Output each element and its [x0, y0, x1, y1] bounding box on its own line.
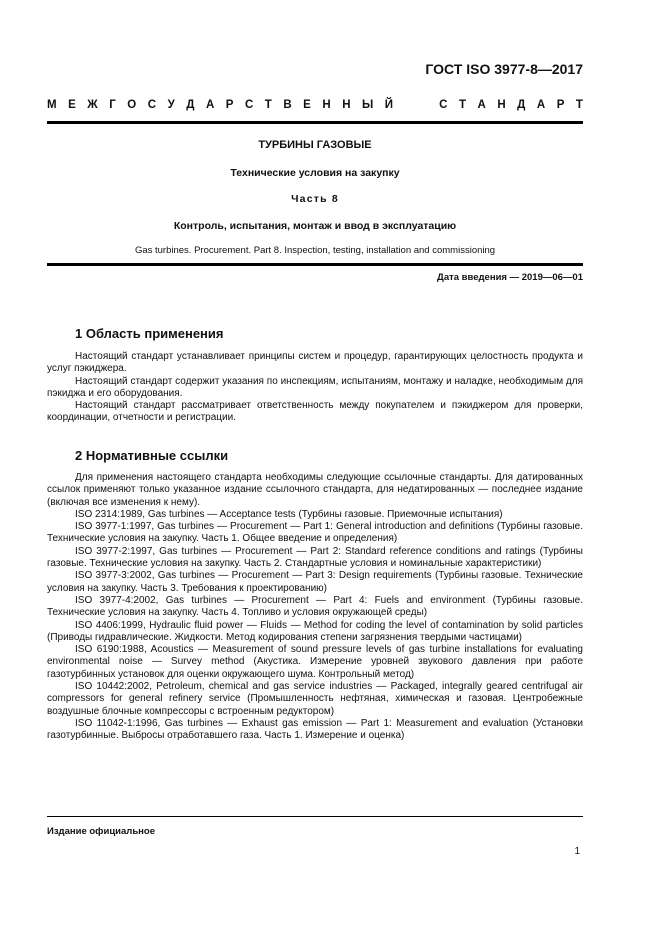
banner-letter: А	[477, 99, 486, 111]
reference-item: ISO 4406:1999, Hydraulic fluid power — Fluids — Method for coding the level of contamination by solid particles (Приводы гидравлические. Жидкости. Метод кодирования степени загрязнения твердыми частицами)	[47, 619, 583, 643]
official-edition-label: Издание официальное	[47, 826, 155, 837]
banner-letter: Е	[303, 99, 311, 111]
document-subtitle: Технические условия на закупку	[230, 167, 400, 179]
banner-letter: Т	[458, 99, 466, 111]
banner-letter: Е	[68, 99, 76, 111]
banner-letter: Т	[264, 99, 272, 111]
section-1-paragraph: Настоящий стандарт рассматривает ответственность между покупателем и пэкиджером для проверки, координации, отчетности и регистрации.	[47, 400, 583, 424]
section-1-paragraph: Настоящий стандарт содержит указания по инспекциям, испытаниям, монтажу и наладке, необходимым для пэкиджа и его оборудования.	[47, 375, 583, 399]
reference-item: ISO 3977-2:1997, Gas turbines — Procurement — Part 2: Standard reference conditions and ratings (Турбины газовые. Технические условия на закупку. Часть 2. Стандартные условия и номинальные характеристики)	[47, 545, 583, 570]
section-1-body	[47, 351, 583, 425]
reference-item: ISO 6190:1988, Acoustics — Measurement of sound pressure levels of gas turbine installations for evaluating environmental noise — Survey method (Акустика. Измерение уровней звукового давления при работе газотурбинных установок для оценки окружающего шума. Контрольный метод)	[47, 644, 583, 680]
banner-letter: А	[536, 99, 546, 111]
section-2-body	[47, 472, 583, 743]
banner-letter: Д	[517, 99, 526, 111]
banner-letter: Н	[497, 99, 506, 111]
banner-letter: В	[283, 99, 292, 111]
banner-letter: А	[205, 99, 215, 111]
banner-letter: Г	[109, 99, 116, 111]
section-1-paragraph: Настоящий стандарт устанавливает принципы систем и процедур, гарантирующих целостность продукта и услуг пэкиджера.	[47, 351, 583, 375]
banner-letter: Д	[186, 99, 195, 111]
section-2-paragraph: Для применения настоящего стандарта необходимы следующие ссылочные стандарты. Для датированных ссылок применяют только указанное издание ссылочного стандарта, для недатированных — последнее издание (включая все изменения к нему).	[47, 472, 583, 508]
banner-letter: У	[167, 99, 175, 111]
banner-letter: С	[147, 99, 157, 111]
banner-letter: Ы	[362, 99, 374, 111]
banner-letter: Й	[384, 99, 394, 111]
banner-letter: С	[439, 99, 448, 111]
banner-letter: Н	[322, 99, 331, 111]
banner-letter: Т	[575, 99, 583, 111]
footer-divider	[47, 816, 583, 817]
part-number: Часть 8	[291, 193, 339, 205]
reference-item: ISO 11042-1:1996, Gas turbines — Exhaust gas emission — Part 1: Measurement and evaluation (Установки газотурбинные. Выбросы отработавшего газа. Часть 1. Измерение и оценка)	[47, 717, 583, 742]
english-title: Gas turbines. Procurement. Part 8. Inspection, testing, installation and commissioning	[134, 245, 496, 256]
banner-letter: С	[244, 99, 254, 111]
interstate-standard-banner	[47, 99, 583, 111]
standard-designation: ГОСТ ISO 3977-8—2017	[425, 61, 583, 77]
section-2-heading: 2 Нормативные ссылки	[75, 448, 229, 463]
banner-letter: М	[47, 99, 57, 111]
header-divider-top	[47, 121, 583, 124]
section-1-heading: 1 Область применения	[75, 326, 224, 341]
reference-item: ISO 3977-4:2002, Gas turbines — Procurement — Part 4: Fuels and environment (Турбины газовые. Технические условия на закупку. Часть 4. Топливо и условия окружающей среды)	[47, 594, 583, 619]
document-title: ТУРБИНЫ ГАЗОВЫЕ	[258, 139, 372, 151]
page-number: 1	[574, 846, 580, 857]
reference-item: ISO 3977-3:2002, Gas turbines — Procurement — Part 3: Design requirements (Турбины газовые. Технические условия на закупку. Часть 3. Требования к проектированию)	[47, 570, 583, 594]
banner-letter: Р	[556, 99, 565, 111]
part-name: Контроль, испытания, монтаж и ввод в эксплуатацию	[173, 220, 457, 232]
introduction-date: Дата введения — 2019—06—01	[437, 272, 583, 283]
banner-letter: О	[127, 99, 137, 111]
banner-letter: Ж	[87, 99, 98, 111]
banner-letter: Н	[342, 99, 351, 111]
reference-item: ISO 2314:1989, Gas turbines — Acceptance tests (Турбины газовые. Приемочные испытания)	[75, 508, 503, 520]
header-divider-bottom	[47, 263, 583, 266]
banner-letter: Р	[225, 99, 234, 111]
reference-item: ISO 3977-1:1997, Gas turbines — Procurement — Part 1: General introduction and definitions (Турбины газовые. Технические условия на закупку. Часть 1. Общее введение и определения)	[47, 521, 583, 545]
reference-item: ISO 10442:2002, Petroleum, chemical and gas service industries — Packaged, integrally geared centrifugal air compressors for general refinery service (Промышленность нефтяная, химическая и газовая. Центробежные воздушные блочные компрессоры с встроенным редуктором)	[47, 681, 583, 717]
